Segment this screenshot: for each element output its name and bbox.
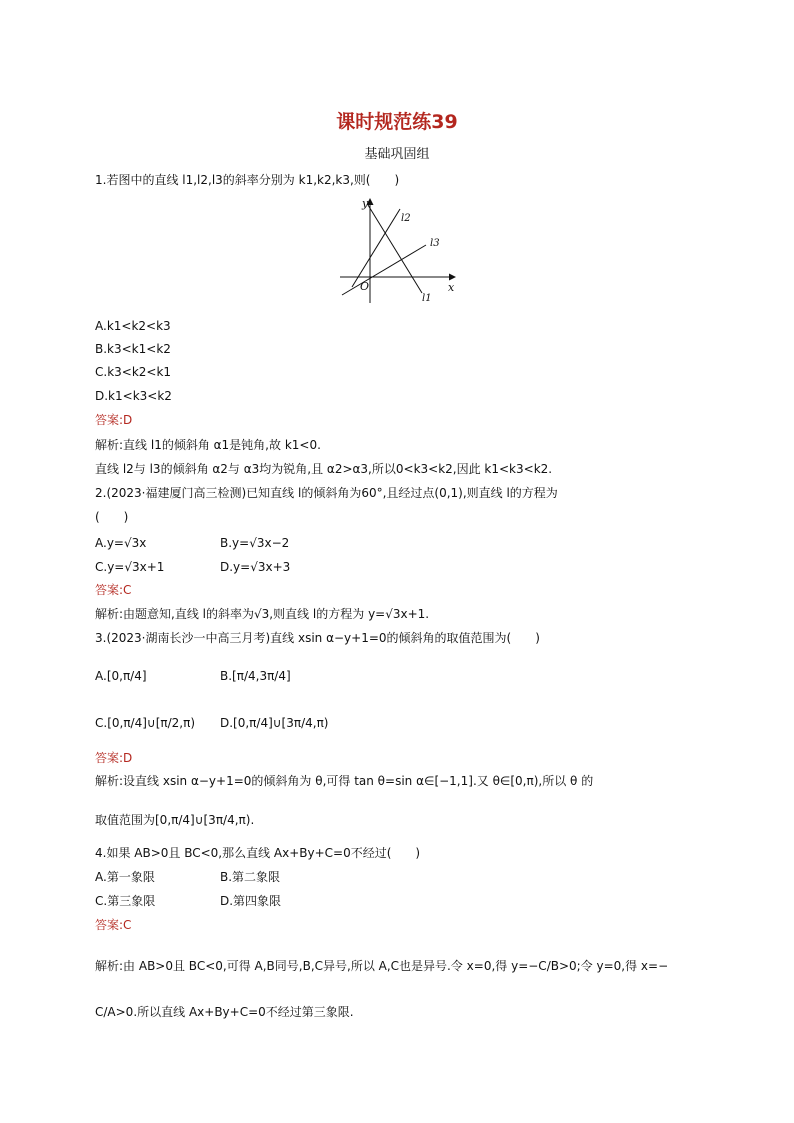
q3-option-c: C.[0,π/4]∪[π/2,π) [95,716,195,730]
q1-answer: 答案:D [95,413,133,427]
q1-analysis-line2: 直线 l2与 l3的倾斜角 α2与 α3均为锐角,且 α2>α3,所以0<k3<k2,因此 k1<k3<k2. [95,462,553,476]
q4-analysis-line2: C/A>0.所以直线 Ax+By+C=0不经过第三象限. [95,1005,354,1019]
q3-option-a: A.[0,π/4] [95,669,147,683]
page-title: 课时规范练39 [336,111,458,133]
l3-label: l3 [430,238,440,249]
q1-option-c: C.k3<k2<k1 [95,365,172,379]
q2-stem-line1: 2.(2023·福建厦门高三检测)已知直线 l的倾斜角为60°,且经过点(0,1),则直线 l的方程为 [95,486,558,500]
q1-figure [330,195,465,307]
q4-option-d: D.第四象限 [220,894,282,908]
origin-label: O [360,280,370,293]
q2-option-d: D.y=√3x+3 [220,560,291,574]
q3-option-b: B.[π/4,3π/4] [220,669,291,683]
q2-analysis: 解析:由题意知,直线 l的斜率为√3,则直线 l的方程为 y=√3x+1. [95,607,430,621]
q1-option-d: D.k1<k3<k2 [95,389,172,403]
q2-option-a: A.y=√3x [95,536,147,550]
q1-option-a: A.k1<k2<k3 [95,319,171,333]
q4-option-b: B.第二象限 [220,870,281,884]
q2-option-c: C.y=√3x+1 [95,560,165,574]
section-heading: 基础巩固组 [364,147,430,162]
q4-stem: 4.如果 AB>0且 BC<0,那么直线 Ax+By+C=0不经过( ) [95,846,421,860]
q1-analysis-line1: 解析:直线 l1的倾斜角 α1是钝角,故 k1<0. [95,438,321,452]
q2-stem-line2: ( ) [95,510,129,524]
q3-stem: 3.(2023·湖南长沙一中高三月考)直线 xsin α−y+1=0的倾斜角的取值范围为( ) [95,631,540,645]
q3-analysis-line1: 解析:设直线 xsin α−y+1=0的倾斜角为 θ,可得 tan θ=sin α∈[−1,1].又 θ∈[0,π),所以 θ 的 [95,774,594,788]
q1-option-b: B.k3<k1<k2 [95,342,171,356]
l1-label: l1 [422,293,432,304]
y-axis-label: y [362,197,369,210]
q1-stem: 1.若图中的直线 l1,l2,l3的斜率分别为 k1,k2,k3,则( ) [95,173,400,187]
line-l3 [342,245,426,295]
x-axis-label: x [448,281,455,294]
q2-option-b: B.y=√3x−2 [220,536,290,550]
l2-label: l2 [401,213,411,224]
q4-option-c: C.第三象限 [95,894,156,908]
q4-option-a: A.第一象限 [95,870,155,884]
q3-option-d: D.[0,π/4]∪[3π/4,π) [220,716,329,730]
q4-answer: 答案:C [95,918,132,932]
line-l1 [368,205,422,293]
q3-answer: 答案:D [95,751,133,765]
q2-answer: 答案:C [95,583,132,597]
q3-analysis-line2: 取值范围为[0,π/4]∪[3π/4,π). [95,813,255,827]
q4-analysis-line1: 解析:由 AB>0且 BC<0,可得 A,B同号,B,C异号,所以 A,C也是异号.令 x=0,得 y=−C/B>0;令 y=0,得 x=− [95,959,669,973]
